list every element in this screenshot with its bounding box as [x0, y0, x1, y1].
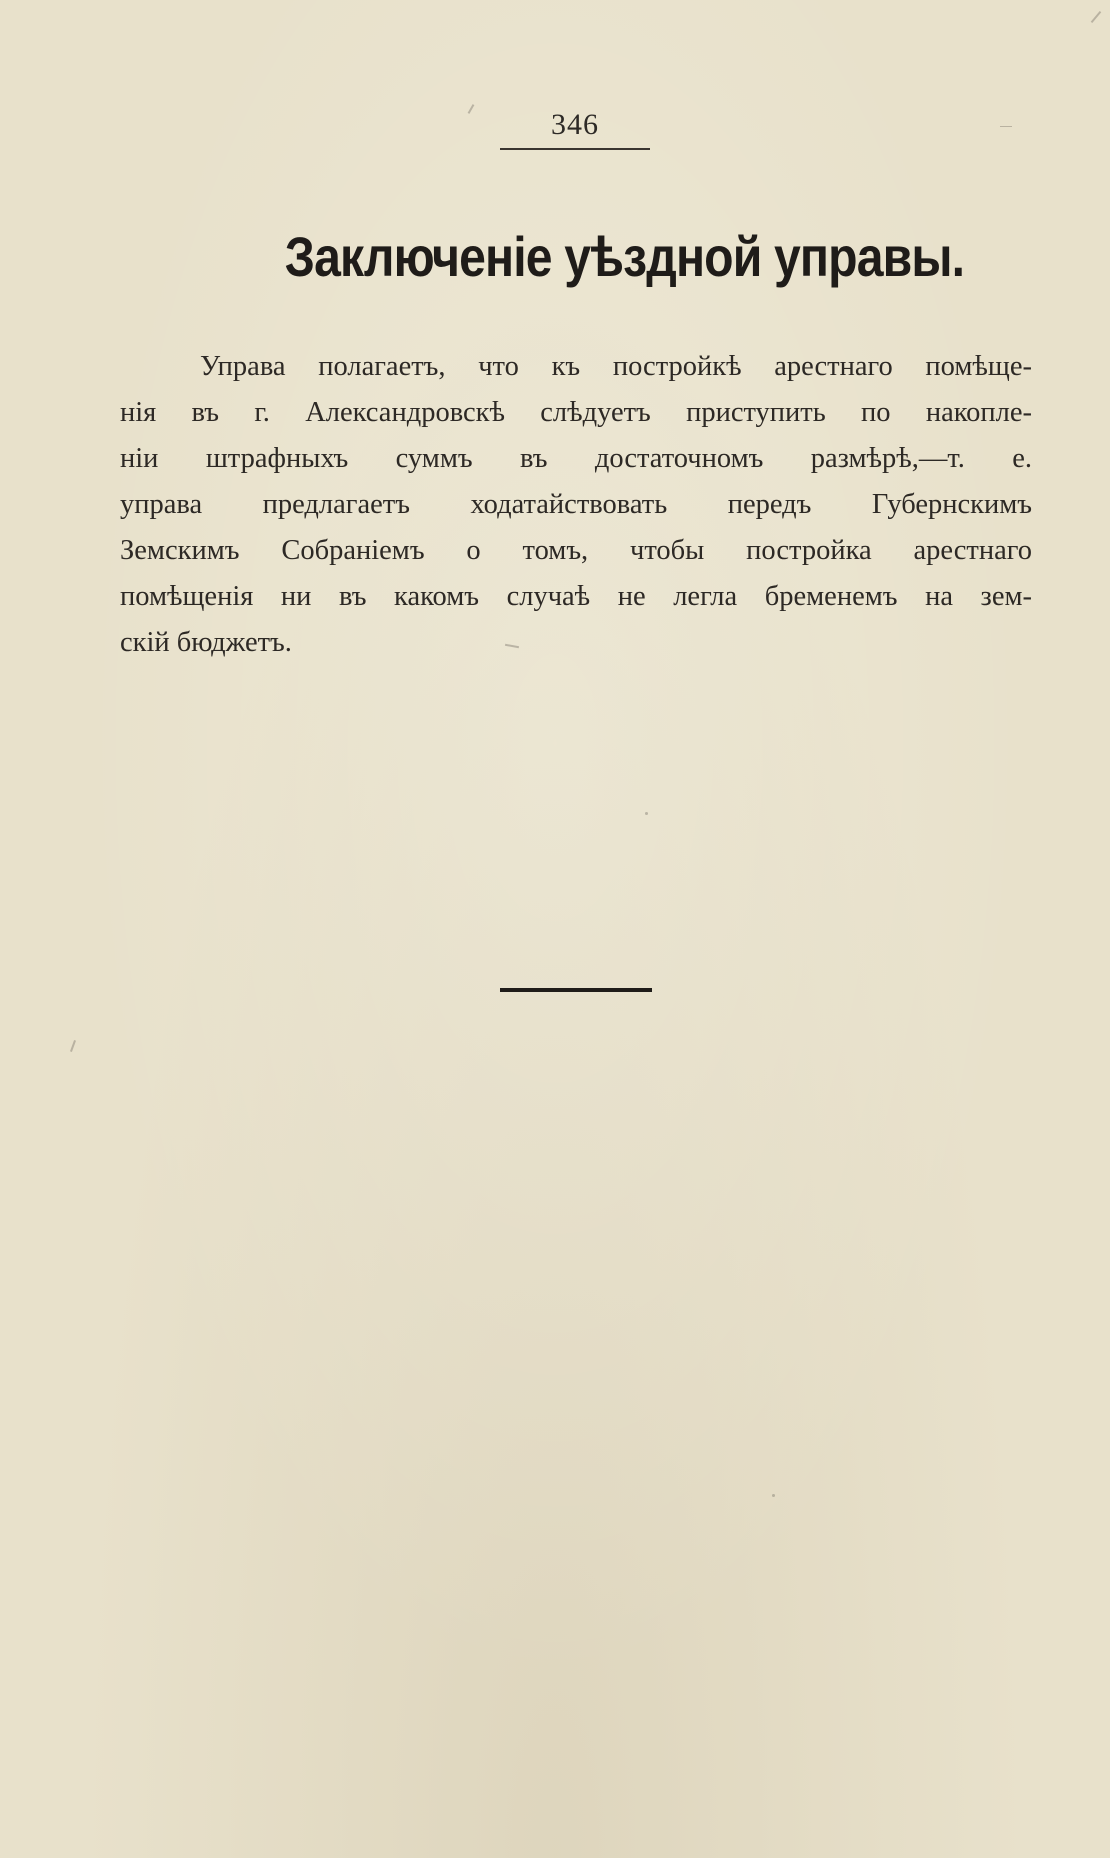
paper-speck — [1091, 11, 1102, 23]
paper-speck — [70, 1040, 76, 1052]
end-rule — [500, 988, 652, 992]
paper-speck — [645, 812, 648, 815]
paragraph-line: нія въ г. Александровскѣ слѣдуетъ приступить по накопле- — [120, 397, 1032, 428]
paragraph-line: помѣщенія ни въ какомъ случаѣ не легла бременемъ на зем- — [120, 581, 1032, 612]
paragraph-line: ніи штрафныхъ суммъ въ достаточномъ размѣрѣ,—т. е. — [120, 443, 1032, 474]
page-number: 346 — [551, 108, 599, 141]
page-number-rule — [500, 148, 650, 150]
paragraph-line: скій бюджетъ. — [120, 627, 292, 658]
body-paragraph — [120, 344, 1032, 666]
paper-speck — [1000, 126, 1012, 127]
paragraph-line: управа предлагаетъ ходатайствовать передъ Губернскимъ — [120, 489, 1032, 520]
paragraph-line: Управа полагаетъ, что къ постройкѣ арестнаго помѣще- — [200, 351, 1032, 382]
section-heading: Заключеніе уѣздной управы. — [284, 225, 965, 288]
paper-speck — [468, 104, 475, 114]
paragraph-line: Земскимъ Собраніемъ о томъ, чтобы постройка арестнаго — [120, 535, 1032, 566]
paper-speck — [772, 1494, 775, 1497]
